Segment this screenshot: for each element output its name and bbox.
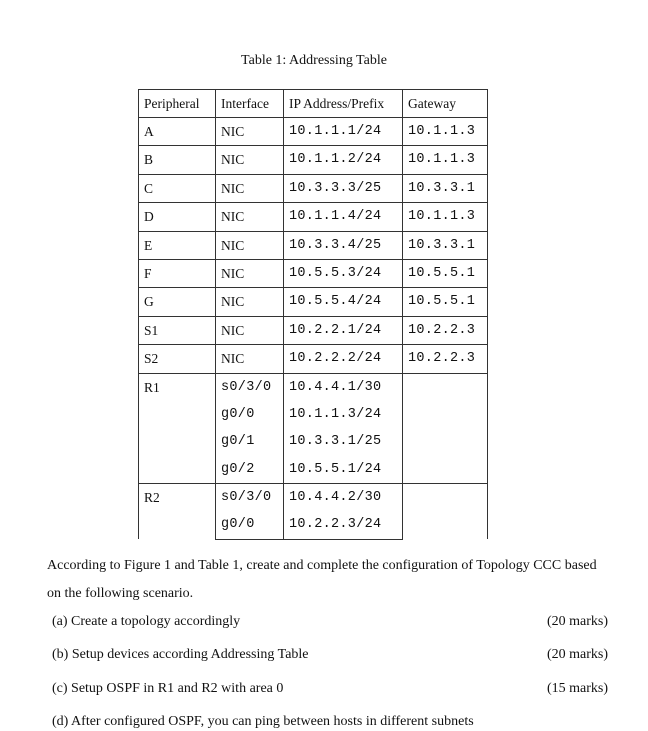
cell-gateway <box>403 484 488 540</box>
table-row <box>139 484 488 512</box>
cell-ip: 10.5.5.3/24 <box>284 259 403 287</box>
cell-ip: 10.1.1.4/24 <box>284 203 403 231</box>
task-text: (b) Setup devices according Addressing Table <box>52 647 309 662</box>
cell-peripheral: E <box>139 231 216 259</box>
header-peripheral: Peripheral <box>139 90 216 118</box>
cell-interface: NIC <box>216 118 284 146</box>
cell-interface: NIC <box>216 146 284 174</box>
table-row <box>139 373 488 401</box>
cell-ip: 10.3.3.1/25 <box>284 428 403 455</box>
cell-ip: 10.4.4.1/30 <box>284 373 403 401</box>
task-marks: (20 marks) <box>546 647 608 662</box>
cell-gateway: 10.5.5.1 <box>403 288 488 316</box>
cell-interface: s0/3/0 <box>216 484 284 512</box>
addressing-table <box>138 89 488 540</box>
cell-peripheral: C <box>139 174 216 202</box>
table-row <box>139 345 488 373</box>
task-item <box>52 614 608 630</box>
table-row <box>139 146 488 174</box>
cell-interface: g0/0 <box>216 511 284 539</box>
table-row <box>139 174 488 202</box>
cell-ip: 10.4.4.2/30 <box>284 484 403 512</box>
cell-ip: 10.2.2.3/24 <box>284 511 403 539</box>
table-row <box>139 259 488 287</box>
cell-peripheral: F <box>139 259 216 287</box>
cell-gateway: 10.1.1.3 <box>403 203 488 231</box>
cell-ip: 10.3.3.3/25 <box>284 174 403 202</box>
cell-interface: NIC <box>216 288 284 316</box>
cell-gateway <box>403 373 488 484</box>
task-marks: (20 marks) <box>546 614 608 629</box>
table-row <box>139 203 488 231</box>
cell-gateway: 10.1.1.3 <box>403 118 488 146</box>
intro-paragraph: According to Figure 1 and Table 1, create and complete the configuration of Topology CCC based on the following scenario. <box>47 558 597 601</box>
cell-gateway: 10.3.3.1 <box>403 174 488 202</box>
table-row <box>139 231 488 259</box>
cell-interface: NIC <box>216 174 284 202</box>
cell-ip: 10.1.1.2/24 <box>284 146 403 174</box>
task-marks: (15 marks) <box>546 681 608 696</box>
cell-gateway: 10.2.2.3 <box>403 345 488 373</box>
cell-ip: 10.1.1.3/24 <box>284 401 403 428</box>
cell-ip: 10.2.2.2/24 <box>284 345 403 373</box>
cell-interface: NIC <box>216 203 284 231</box>
cell-interface: s0/3/0 <box>216 373 284 401</box>
cell-peripheral: R2 <box>139 484 216 540</box>
cell-interface: NIC <box>216 345 284 373</box>
task-item <box>52 714 608 730</box>
cell-peripheral: R1 <box>139 373 216 484</box>
cell-ip: 10.5.5.1/24 <box>284 456 403 484</box>
cell-peripheral: B <box>139 146 216 174</box>
cell-interface: g0/1 <box>216 428 284 455</box>
cell-interface: g0/0 <box>216 401 284 428</box>
cell-peripheral: D <box>139 203 216 231</box>
table-row <box>139 288 488 316</box>
cell-ip: 10.3.3.4/25 <box>284 231 403 259</box>
cell-gateway: 10.2.2.3 <box>403 316 488 344</box>
cell-ip: 10.2.2.1/24 <box>284 316 403 344</box>
cell-peripheral: S1 <box>139 316 216 344</box>
cell-interface: NIC <box>216 259 284 287</box>
cell-interface: NIC <box>216 316 284 344</box>
header-ip: IP Address/Prefix <box>284 90 403 118</box>
cell-ip: 10.5.5.4/24 <box>284 288 403 316</box>
cell-peripheral: S2 <box>139 345 216 373</box>
cell-interface: NIC <box>216 231 284 259</box>
table-row <box>139 316 488 344</box>
task-text: (a) Create a topology accordingly <box>52 614 241 629</box>
task-item <box>52 647 608 663</box>
cell-peripheral: G <box>139 288 216 316</box>
cell-gateway: 10.3.3.1 <box>403 231 488 259</box>
table-row <box>139 118 488 146</box>
task-item <box>52 681 608 697</box>
table-caption: Table 1: Addressing Table <box>241 53 387 68</box>
task-text: (c) Setup OSPF in R1 and R2 with area 0 <box>52 681 284 696</box>
cell-peripheral: A <box>139 118 216 146</box>
task-text: (d) After configured OSPF, you can ping between hosts in different subnets <box>52 714 474 729</box>
cell-gateway: 10.1.1.3 <box>403 146 488 174</box>
header-gateway: Gateway <box>403 90 488 118</box>
cell-interface: g0/2 <box>216 456 284 484</box>
cell-ip: 10.1.1.1/24 <box>284 118 403 146</box>
header-interface: Interface <box>216 90 284 118</box>
cell-gateway: 10.5.5.1 <box>403 259 488 287</box>
table-header-row <box>139 90 488 118</box>
